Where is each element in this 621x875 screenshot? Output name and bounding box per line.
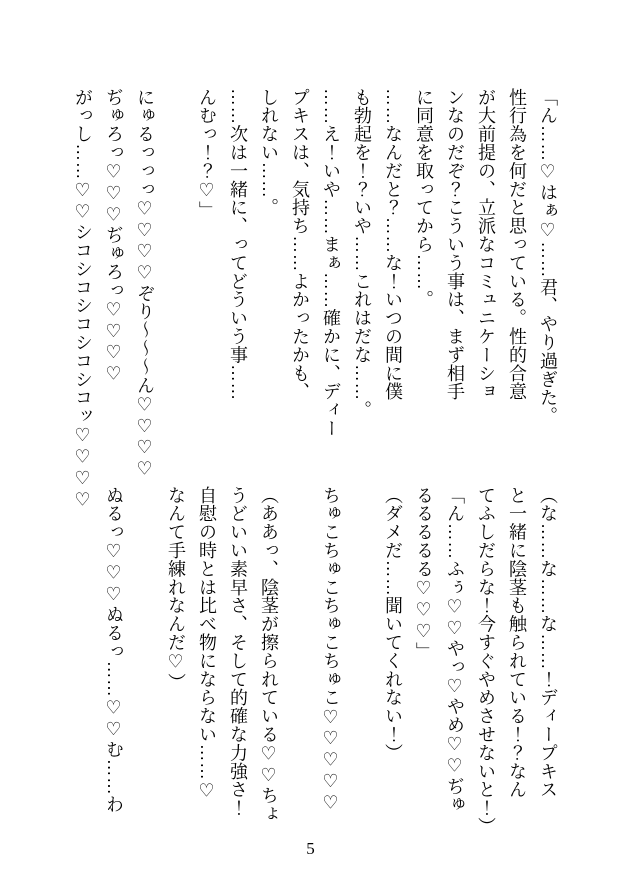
text-line: と一緒に陰茎も触られている！？なん	[507, 486, 527, 799]
text-line: ……なんだと？……な！いつの間に僕	[383, 88, 403, 401]
text-line	[346, 486, 377, 854]
text-line: しれない……。	[259, 88, 279, 217]
text-line	[129, 486, 160, 854]
text-line: 「ん……ふぅ♡♡やっ♡やめ♡♡ぢゅ	[445, 486, 465, 814]
text-line: んむっ！？♡」	[197, 88, 217, 220]
text-line: がっし……♡♡シコシコシコシコシコッ♡♡♡♡	[73, 88, 93, 511]
text-line: るるるるる♡♡♡」	[414, 486, 434, 661]
text-line	[160, 88, 191, 460]
text-line: に同意を取ってから……。	[414, 88, 434, 309]
text-line: ……次は一緒に、ってどういう事……	[228, 88, 248, 401]
text-line: ちゅこちゅこちゅこちゅこ♡♡♡♡♡	[321, 486, 341, 814]
text-line: （ダメだ……聞いてくれない！）	[383, 486, 403, 762]
text-block-top	[67, 88, 563, 511]
text-line: てふしだらな！今すぐやめさせないと！）	[476, 486, 496, 836]
text-line: 「ん……♡はぁ♡……君、やり過ぎた。	[538, 88, 558, 426]
text-block-bottom	[98, 486, 563, 854]
text-line: なんて手練れなんだ♡）	[166, 486, 186, 692]
text-line: ぬるっ♡♡♡ぬるっ……♡♡む……わ	[104, 486, 124, 814]
text-line: が大前提の、立派なコミュニケーショ	[476, 88, 496, 401]
text-line: （な……な……な……！ディープキス	[538, 486, 558, 799]
text-line: にゅるっっっ♡♡♡♡ぞり〜〜〜ん♡♡♡♡	[135, 88, 155, 480]
text-line	[284, 486, 315, 854]
text-line: ンなのだぞ？こういう事は、まず相手	[445, 88, 465, 401]
text-line: （ああっ、陰茎が擦られている♡♡ちょ	[259, 486, 279, 824]
text-line: ぢゅろっ♡♡♡ぢゅろっ♡♡♡♡	[104, 88, 124, 385]
text-line: うどいい素早さ、そして的確な力強さ！	[228, 486, 248, 818]
text-line: プキスは、気持ち……よかったかも、	[290, 88, 310, 401]
text-line: 自慰の時とは比べ物にならない……♡	[197, 486, 217, 802]
text-line: も勃起を！？いや……これはだな……。	[352, 88, 372, 420]
page-number: 5	[306, 839, 315, 858]
text-line: ……え！いや……まぁ……確かに、ディー	[321, 88, 341, 438]
text-line: 性行為を何だと思っている。性的合意	[507, 88, 527, 401]
